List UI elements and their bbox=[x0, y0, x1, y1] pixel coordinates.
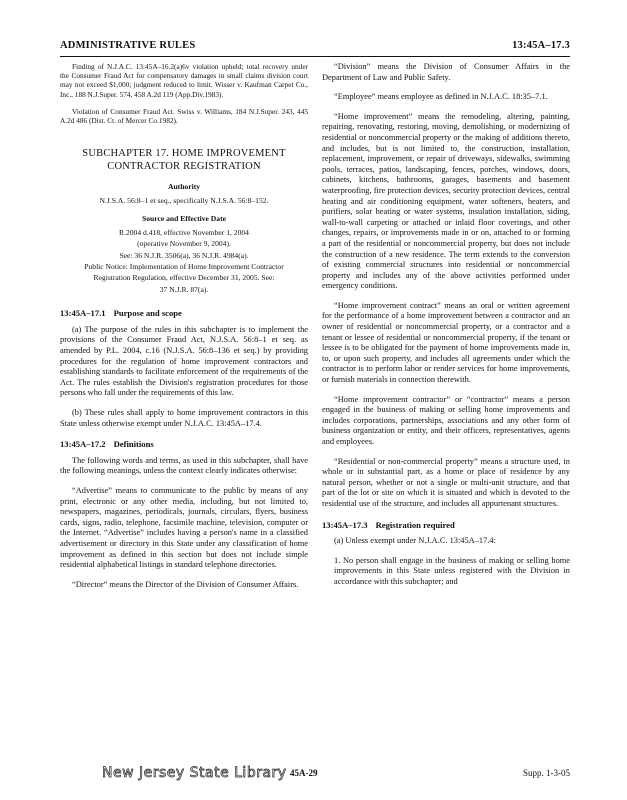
section-heading-17-1 bbox=[60, 308, 308, 319]
source-line: R.2004 d.418, effective November 1, 2004 bbox=[119, 227, 249, 237]
page-footer bbox=[60, 765, 570, 783]
section-title: Definitions bbox=[113, 439, 154, 450]
list-item: 1. No person shall engage in the business of making or selling home improvements in this State unless registered with the Division in accordance with this subchapter; and bbox=[334, 555, 570, 586]
definition-home-improvement-contract: “Home improvement contract” means an oral or written agreement for the performance of a home improvement between a contractor and an owner of residential or noncommercial property, or a contractor and a tenant or lessee of residential or noncommercial property, if the tenant or lessee is to be obligated for the payment of home improvements made in, to, or upon such property, and includes all agreements under which the contractor is to perform labor or render services for home improvements, or furnish materials in connection therewith. bbox=[322, 300, 570, 385]
source-heading: Source and Effective Date bbox=[141, 214, 226, 224]
source-line: 37 N.J.R. 87(a). bbox=[159, 284, 209, 294]
definition-home-improvement: “Home improvement” means the remodeling, altering, painting, repairing, renovating, restoring, moving, demolishing, or modernizing of residential or noncommercial property or the making of additions thereto, and includes, but is not limited to, the construction, installation, replacement, improvement, or repair of driveways, sidewalks, swimming pools, terraces, patios, landscaping, fences, porches, windows, doors, cabinets, kitchens, bathrooms, garages, basements and basement waterproofing, fire protection devices, security protection devices, central heating and air conditioning equipment, water softeners, heaters, and purifiers, solar heating or water systems, insulation installation, siding, wall-to-wall carpeting or attached or inlaid floor coverings, and other changes, repairs, or improvements made in or on, attached to or forming a part of the residential or noncommercial property, but does not include the construction of a new residence. The term extends to the conversion of existing commercial structures into residential or noncommercial property and includes any of the above activities performed under emergency conditions. bbox=[322, 111, 570, 291]
right-column bbox=[322, 62, 570, 597]
annotation-note: Violation of Consumer Fraud Act. Swiss v. Williams, 184 N.J.Super. 243, 445 A.2d 486 (Dist. Ct. of Mercer Co.1982). bbox=[60, 106, 308, 126]
section-title: Registration required bbox=[375, 519, 455, 530]
definition-division: “Division” means the Division of Consumer Affairs in the Department of Law and Public Safety. bbox=[322, 62, 570, 82]
running-header bbox=[60, 40, 570, 57]
library-stamp: New Jersey State Library bbox=[102, 765, 287, 781]
definition-director: “Director” means the Director of the Division of Consumer Affairs. bbox=[72, 579, 299, 589]
body-paragraph: (a) The purpose of the rules in this subchapter is to implement the provisions of the Consumer Fraud Act, N.J.S.A. 56:8–1 et seq. as amended by P.L. 2004, c.16 (N.J.S.A. 56:8–136 et seq.) by providing procedures for the regulation of home improvement contractors and establishing standards to facilitate enforcement of the requirements of the Act. The rules establish the Division's registration procedures for those persons who fall under the requirements of this law. bbox=[60, 324, 308, 398]
section-heading-17-2 bbox=[60, 439, 308, 450]
page-number: 45A-29 bbox=[290, 768, 318, 778]
source-line: (operative November 9, 2004). bbox=[137, 239, 231, 249]
source-line: Public Notice: Implementation of Home Improvement Contractor bbox=[84, 262, 284, 272]
body-paragraph: (a) Unless exempt under N.J.A.C. 13:45A–17.4: bbox=[334, 536, 496, 546]
section-number: 13:45A–17.2 bbox=[60, 439, 106, 450]
authority-heading: Authority bbox=[167, 182, 201, 192]
header-section-number: 13:45A–17.3 bbox=[512, 40, 570, 51]
section-heading-17-3 bbox=[322, 520, 570, 531]
body-paragraph: (b) These rules shall apply to home improvement contractors in this State unless otherwise exempt under N.J.A.C. 13:45A–17.4. bbox=[60, 408, 308, 428]
definition-employee: “Employee” means employee as defined in N.J.A.C. 18:35–7.1. bbox=[334, 92, 548, 102]
authority-text: N.J.S.A. 56:8–1 et seq., specifically N.J.S.A. 56:8–152. bbox=[99, 195, 269, 205]
section-number: 13:45A–17.3 bbox=[322, 519, 368, 530]
annotation-note: Finding of N.J.A.C. 13:45A–16.2(a)6v violation upheld; total recovery under the Consumer Fraud Act for compensatory damages in small claims division court may not exceed $1,000; judgment reduced to limit. Wisser v. Kaufman Carpet Co., Inc., 188 N.J.Super. 574, 458 A.2d 119 (App.Div.1983). bbox=[60, 62, 308, 99]
section-number: 13:45A–17.1 bbox=[60, 308, 106, 319]
subchapter-heading: SUBCHAPTER 17. HOME IMPROVEMENT CONTRACTOR REGISTRATION bbox=[82, 148, 286, 173]
definition-residential-property: “Residential or non-commercial property” means a structure used, in whole or in substantial part, as a home or place of residence by any natural person, whether or not a single or multi-unit structure, and that part of the lot or site on which it is situated and which is devoted to the residential use of the structure, and includes all appurtenant structures. bbox=[322, 456, 570, 508]
left-column bbox=[60, 62, 308, 599]
header-title: ADMINISTRATIVE RULES bbox=[60, 40, 196, 51]
supplement-date: Supp. 1-3-05 bbox=[523, 768, 570, 778]
section-title: Purpose and scope bbox=[113, 308, 182, 319]
body-paragraph: The following words and terms, as used in this subchapter, shall have the following meanings, unless the context clearly indicates otherwise: bbox=[60, 455, 308, 476]
source-line: Registration Regulation, effective December 31, 2005. See: bbox=[93, 273, 275, 283]
source-line: See: 36 N.J.R. 3506(a), 36 N.J.R. 4984(a). bbox=[119, 250, 249, 260]
definition-contractor: “Home improvement contractor” or “contractor” means a person engaged in the business of making or selling home improvements and includes corporations, partnerships, associations and any other form of business organization or entity, and their officers, representatives, agents and employees. bbox=[322, 394, 570, 446]
definition-advertise: “Advertise” means to communicate to the public by means of any print, electronic or any other media, including, but not limited to, newspapers, magazines, periodicals, journals, circulars, flyers, business cards, signs, radio, telephone, facsimile machine, television, computer or the Internet. “Advertise” includes having a person's name in a classified advertisement or directory in this State under any classification of home improvement as defined in this section but does not include simple residential alphabetical listings in standard telephone directories. bbox=[60, 485, 308, 570]
